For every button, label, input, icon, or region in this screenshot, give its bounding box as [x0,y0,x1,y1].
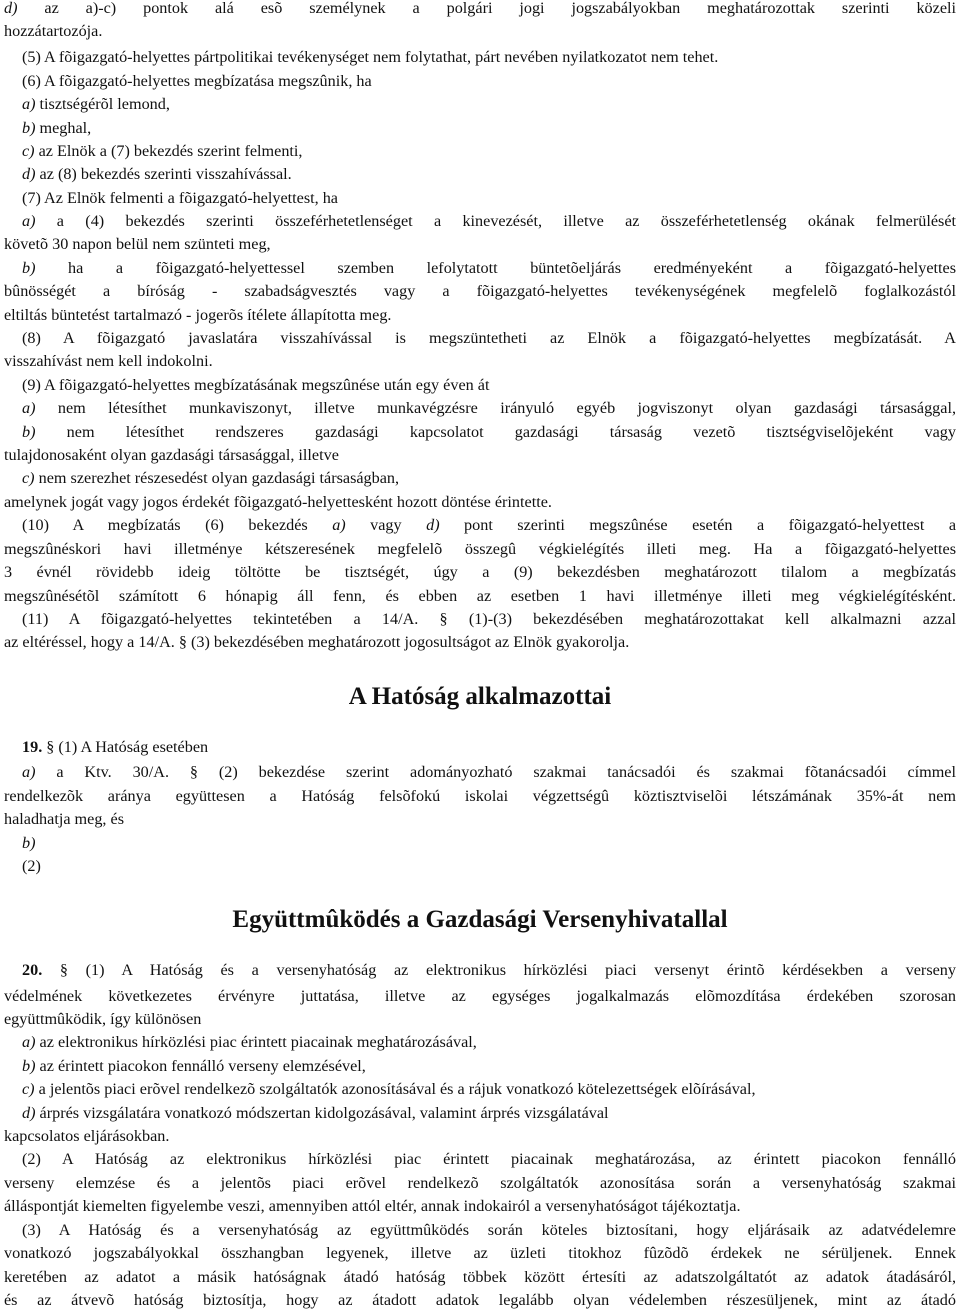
list-item [22,832,956,855]
line-text: (8) A fõigazgató javaslatára visszahívással is megszüntetheti az Elnök a fõigazgató-helyettes megbízatását. A [22,329,956,347]
line-text: együttmûködik, így különösen [4,1010,202,1028]
line-text: (5) A fõigazgató-helyettes pártpolitikai tevékenységet nem folytathat, párt nevében nyilatkozatot nem tehet. [22,48,719,66]
line-text: tulajdonosaként olyan gazdasági társasággal, illetve [4,446,339,464]
text-line [4,1125,956,1148]
item-label: a) [22,212,36,230]
line-text: hozzátartozója. [4,22,103,40]
line-text: pont szerinti megszûnése esetén a fõigazgató-helyettest a [439,516,957,534]
item-label: b) [22,423,36,441]
section-heading: Együttmûködés a Gazdasági Versenyhivatallal [232,906,728,933]
line-text: (10) A megbízatás (6) bekezdés [22,516,333,534]
item-label: d) [22,1104,36,1122]
paragraph-10 [22,514,956,537]
line-text: (7) Az Elnök felmenti a fõigazgató-helyettest, ha [22,189,338,207]
item-label: c) [22,142,35,160]
line-text: eltiltás büntetést tartalmazó - jogerõs ítélete állapította meg. [4,306,392,324]
line-text: kapcsolatos eljárásokban. [4,1127,170,1145]
line-text: vagy [345,516,427,534]
paragraph-2 [22,855,956,878]
text-line [4,808,956,831]
section-19 [22,736,956,759]
list-item [22,397,956,420]
item-label: b) [22,119,36,137]
list-item [22,140,956,163]
list-item [22,210,956,233]
item-label: a) [332,516,346,534]
line-text: az Elnök a (7) bekezdés szerint felmenti, [34,142,303,160]
line-text: § (1) A Hatóság esetében [42,738,209,756]
line-text: bûnösségét a bíróság - szabadságvesztés vagy a fõigazgató-helyettes tevékenységének megfelelõ foglalkozástól [4,282,956,300]
text-line [4,233,956,256]
item-label: c) [22,469,35,487]
section-number: 19. [22,738,43,756]
paragraph-6 [22,70,956,93]
text-line [4,1289,956,1312]
text-line [4,1195,956,1218]
paragraph-2 [22,1148,956,1171]
line-text: § (1) A Hatóság és a versenyhatóság az elektronikus hírközlési piaci versenyt érintõ kérdésekben a verseny [42,961,956,979]
item-label: d) [426,516,440,534]
line-text: az elektronikus hírközlési piac érintett piacainak meghatározásával, [35,1033,477,1051]
line-text: (2) A Hatóság az elektronikus hírközlési piac érintett piacainak meghatározása, az érintett piacokon fennálló [22,1150,956,1168]
line-text: (3) A Hatóság és a versenyhatóság az együttmûködés során köteles biztosítani, hogy eljárásaik az adatvédelemre [22,1221,956,1239]
list-item [22,93,956,116]
item-label: c) [22,1080,35,1098]
list-item [22,421,956,444]
line-text: az eltéréssel, hogy a 14/A. § (3) bekezdésében meghatározott jogosultságot az Elnök gyakorolja. [4,633,630,651]
line-text: nem létesíthet rendszeres gazdasági kapcsolatot gazdasági társaság vezetõ tisztségviselõjeként vagy [35,423,956,441]
item-label: d) [4,0,18,17]
list-item [22,257,956,280]
line-text: (9) A fõigazgató-helyettes megbízatásának megszûnése után egy éven át [22,376,490,394]
paragraph-7 [22,187,956,210]
line-text: visszahívást nem kell indokolni. [4,352,213,370]
list-item [22,117,956,140]
section-heading: A Hatóság alkalmazottai [348,683,612,710]
text-line [4,350,956,373]
text-line [4,585,956,608]
line-text: ha a fõigazgató-helyettessel szemben lefolytatott büntetõeljárás eredményeként a fõigazgató-helyettes [35,259,956,277]
text-line [4,0,956,20]
line-text: a jelentõs piaci erõvel rendelkezõ szolgáltatók azonosításával és a rájuk vonatkozó kötelezettségek elõírásával, [34,1080,756,1098]
item-label: b) [22,259,36,277]
list-item [22,1031,956,1054]
list-item [22,467,956,490]
line-text: tisztségérõl lemond, [35,95,170,113]
item-label: a) [22,1033,36,1051]
list-item [22,761,956,784]
text-line [4,491,956,514]
list-item [22,1055,956,1078]
line-text: az a)-c) pontok alá esõ személynek a polgári jogi jogszabályokban meghatározottak szerinti közeli [17,0,956,17]
line-text: (11) A fõigazgató-helyettes tekintetében a 14/A. § (1)-(3) bekezdésében meghatározottakat kell alkalmazni azzal [22,610,956,628]
paragraph-5 [22,46,956,69]
list-item [22,1102,956,1125]
line-text: az (8) bekezdés szerinti visszahívással. [35,165,292,183]
line-text: meghal, [35,119,92,137]
line-text: megszûnéskori havi illetménye kétszeresének megfelelõ összegû végkielégítés illeti meg. Ha a fõigazgató-helyettes [4,540,956,558]
paragraph-11 [22,608,956,631]
text-line [4,1172,956,1195]
line-text: amelynek jogát vagy jogos érdekét fõigazgató-helyettesként hozott döntése érintette. [4,493,552,511]
paragraph-8 [22,327,956,350]
text-line [4,785,956,808]
line-text: védelmének következetes érvényre juttatása, illetve az egységes jogalkalmazás elõmozdítása érdekében szorosan [4,987,956,1005]
text-line [4,1242,956,1265]
section-20 [22,959,956,982]
item-label: b) [22,834,36,852]
line-text: vonatkozó jogszabályokkal összhangban legyenek, illetve az üzleti titokhoz fûzõdõ érdekek ne sérüljenek. Ennek [4,1244,956,1262]
line-text: álláspontját kiemelten figyelembe veszi, amennyiben attól eltér, annak indokairól a versenyhatóságot tájékoztatja. [4,1197,741,1215]
text-line [4,561,956,584]
item-label: a) [22,399,36,417]
line-text: és az átvevõ hatóság biztosítja, hogy az átadott adatok legalább olyan védelemben részesüljenek, mint az átadó [4,1291,956,1309]
item-label: a) [22,95,36,113]
text-line [4,1266,956,1289]
line-text: keretében az adatot a másik hatóságnak átadó hatóság többek között értesíti az adatszolgáltatót az adatok átadásáról, [4,1268,956,1286]
text-line [4,444,956,467]
text-line [4,20,956,43]
text-line [4,280,956,303]
line-text: 3 évnél rövidebb ideig töltötte be tisztségét, úgy a (9) bekezdésben meghatározott tilalom a megbízatás [4,563,956,581]
line-text: árprés vizsgálatára vonatkozó módszertan kidolgozásával, valamint árprés vizsgálatával [35,1104,609,1122]
text-line [4,304,956,327]
line-text: az érintett piacokon fennálló verseny elemzésével, [35,1057,366,1075]
line-text: megszûnésétõl számított 6 hónapig áll fenn, és ebben az esetben 1 havi illetménye illeti meg végkielégítésként. [4,587,956,605]
line-text: a Ktv. 30/A. § (2) bekezdése szerint adományozható szakmai tanácsadói és szakmai fõtanácsadói címmel [35,763,956,781]
text-line [4,538,956,561]
line-text: rendelkezõk aránya együttesen a Hatóság felsõfokú iskolai végzettségû köztisztviselõi létszámának 35%-át nem [4,787,956,805]
text-line [4,985,956,1008]
paragraph-3 [22,1219,956,1242]
list-item [22,1078,956,1101]
item-label: b) [22,1057,36,1075]
item-label: a) [22,763,36,781]
section-number: 20. [22,961,43,979]
list-item [22,163,956,186]
line-text: nem szerezhet részesedést olyan gazdasági társaságban, [34,469,400,487]
text-line [4,631,956,654]
line-text: verseny elemzése és a jelentõs piaci erõvel rendelkezõ szolgáltatók azonosítása során a versenyhatóság szakmai [4,1174,956,1192]
line-text: követõ 30 napon belül nem szünteti meg, [4,235,271,253]
paragraph-9 [22,374,956,397]
line-text: nem létesíthet munkaviszonyt, illetve munkavégzésre irányuló egyéb jogviszonyt olyan gazdasági társasággal, [35,399,956,417]
line-text: (6) A fõigazgató-helyettes megbízatása megszûnik, ha [22,72,372,90]
line-text: a (4) bekezdés szerinti összeférhetetlenséget a kinevezését, illetve az összeférhetetlenség okának felmerülését [35,212,956,230]
text-line [4,1008,956,1031]
line-text: (2) [22,857,41,875]
item-label: d) [22,165,36,183]
line-text: haladhatja meg, és [4,810,125,828]
